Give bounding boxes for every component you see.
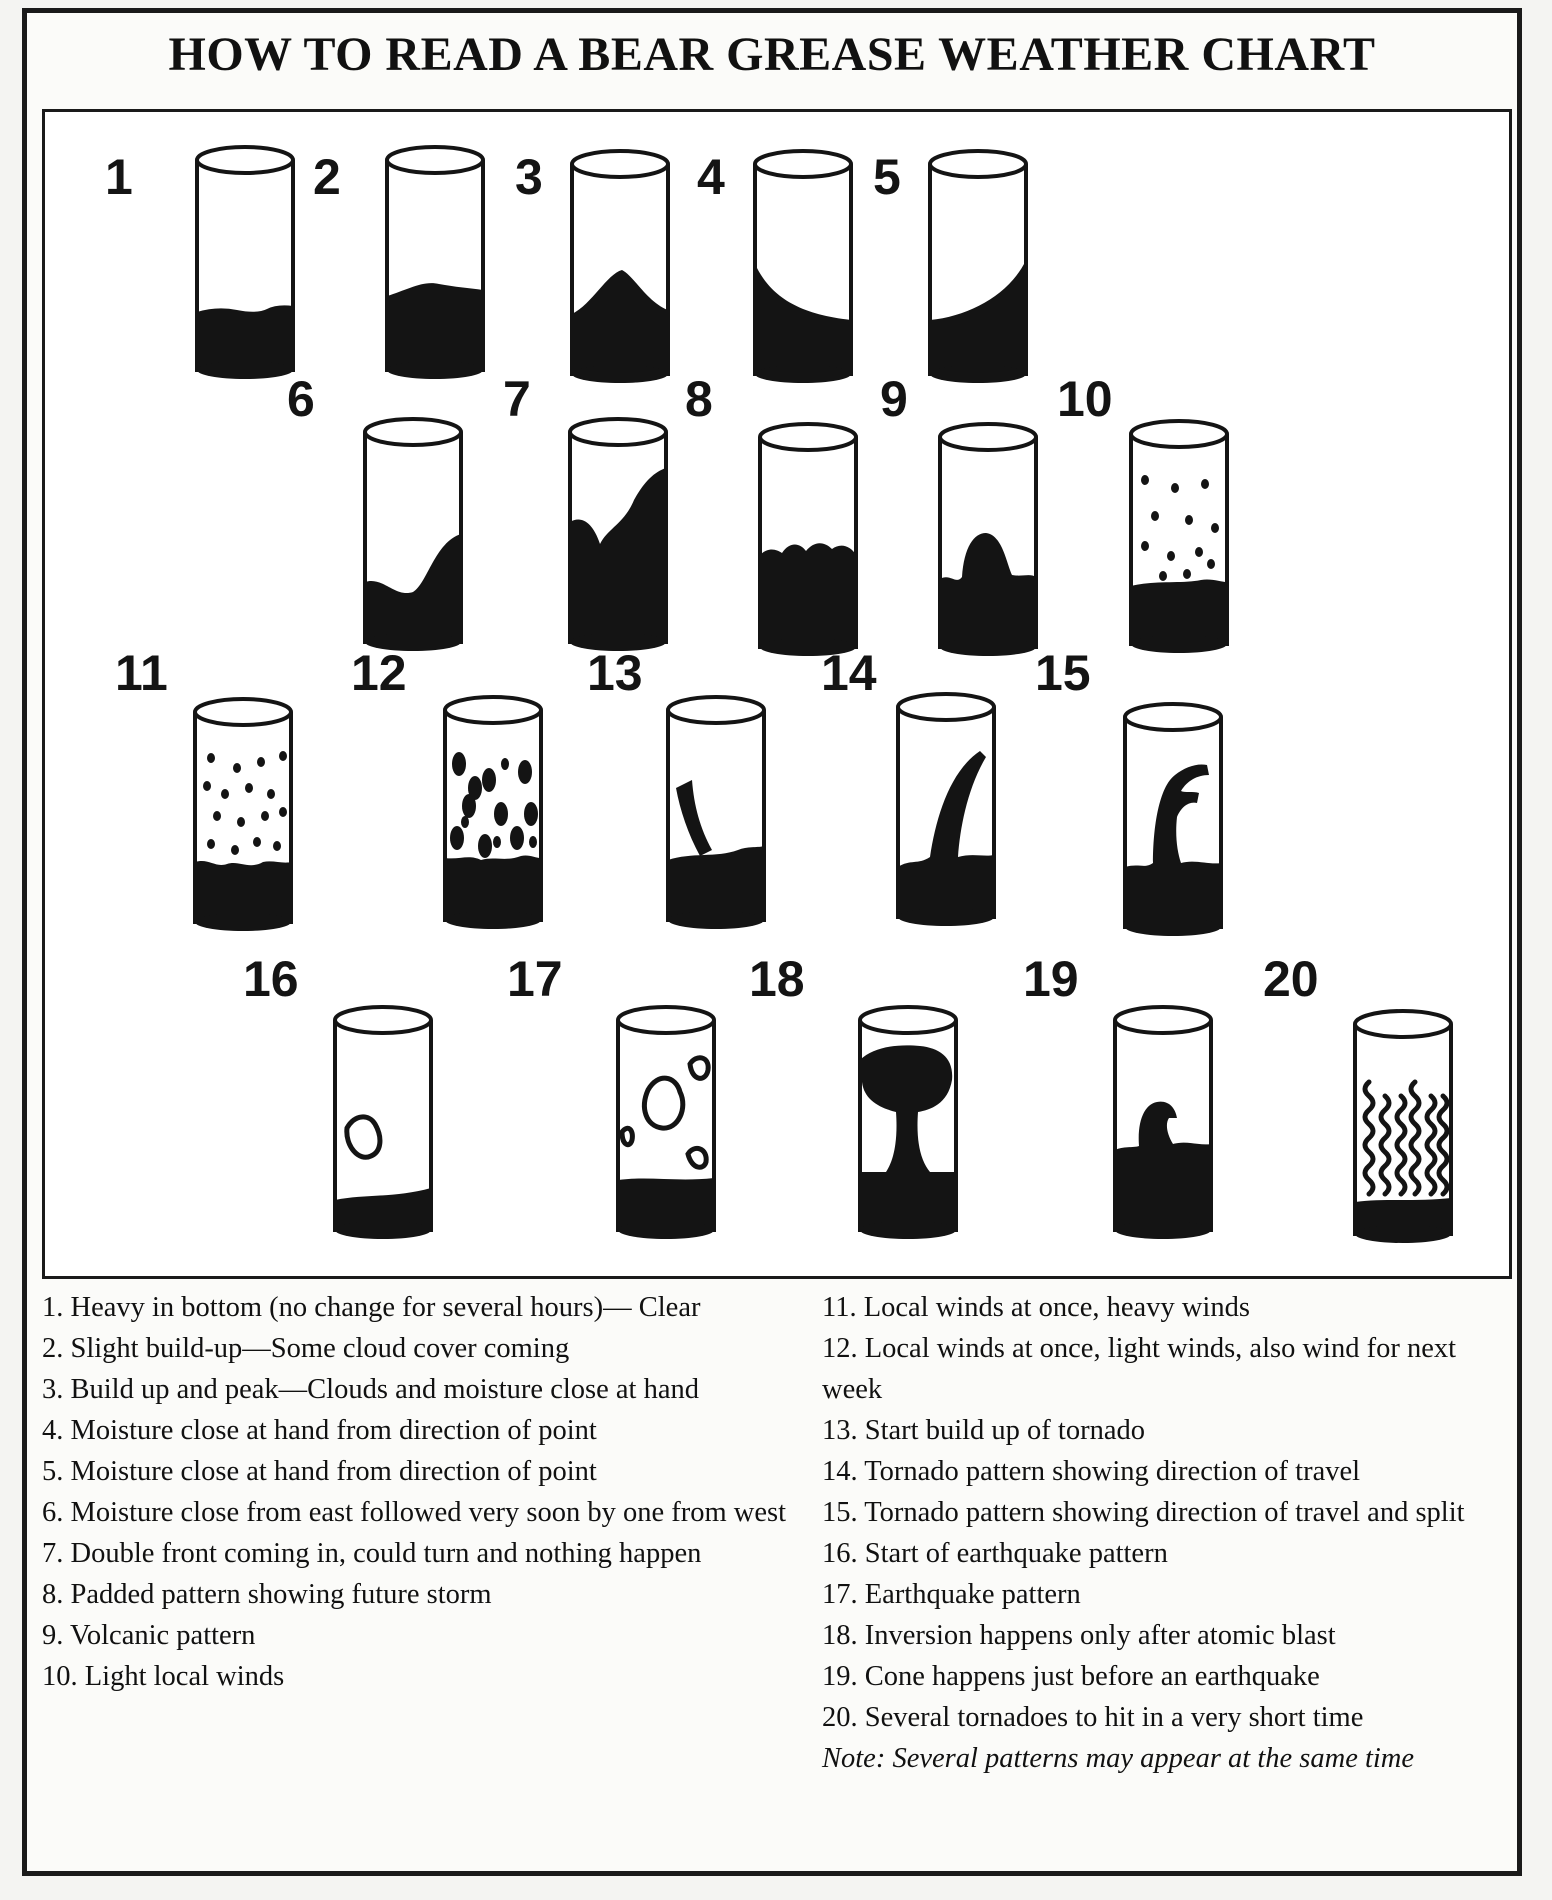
jar-number: 17	[507, 951, 563, 1007]
jar-16	[243, 951, 431, 1239]
jar-number: 3	[515, 149, 543, 205]
jar-9	[880, 371, 1036, 656]
legend-item-2: 2. Slight build-up—Some cloud cover coming	[42, 1333, 570, 1364]
jar-diagram-panel	[42, 109, 1512, 1279]
legend-item-1: 1. Heavy in bottom (no change for several hours)— Clear	[42, 1292, 701, 1323]
jar-7	[503, 371, 666, 651]
grease-pattern	[387, 283, 483, 370]
jar-rim	[387, 147, 483, 173]
legend-item-19: 19. Cone happens just before an earthquake	[822, 1661, 1320, 1692]
jar-number: 18	[749, 951, 805, 1007]
legend-note: Note: Several patterns may appear at the same time	[822, 1743, 1415, 1774]
legend-item-11: 11. Local winds at once, heavy winds	[822, 1292, 1250, 1323]
jar-20	[1263, 951, 1451, 1243]
jar-rim	[1131, 421, 1227, 447]
jar-rim	[1115, 1007, 1211, 1033]
jar-number: 15	[1035, 645, 1091, 701]
legend-item-12: 12. Local winds at once, light winds, also wind for next week	[822, 1333, 1457, 1405]
legend-item-14: 14. Tornado pattern showing direction of travel	[822, 1456, 1361, 1487]
jar-rim	[898, 694, 994, 720]
jar-rim	[197, 147, 293, 173]
jar-8	[685, 371, 856, 656]
jar-number: 6	[287, 371, 315, 427]
jar-1	[105, 147, 293, 379]
grease-pattern	[197, 305, 293, 370]
jar-10	[1057, 371, 1227, 653]
jar-4	[697, 149, 851, 383]
jar-3	[515, 149, 668, 383]
legend	[42, 1287, 1512, 1867]
legend-item-3: 3. Build up and peak—Clouds and moisture close at hand	[42, 1374, 699, 1405]
jar-number: 13	[587, 645, 643, 701]
jar-17	[507, 951, 714, 1239]
legend-item-6: 6. Moisture close from east followed very soon by one from west	[42, 1497, 787, 1528]
jar-rim	[668, 697, 764, 723]
legend-item-8: 8. Padded pattern showing future storm	[42, 1579, 492, 1610]
jar-rim	[755, 151, 851, 177]
jar-rim	[940, 424, 1036, 450]
jar-11	[115, 645, 291, 931]
legend-item-20: 20. Several tornadoes to hit in a very short time	[822, 1702, 1364, 1733]
legend-item-10: 10. Light local winds	[42, 1661, 285, 1692]
grease-pattern	[1131, 579, 1227, 644]
legend-item-5: 5. Moisture close at hand from direction of point	[42, 1456, 597, 1487]
jar-number: 5	[873, 149, 901, 205]
weather-chart	[22, 8, 1522, 1876]
legend-item-18: 18. Inversion happens only after atomic blast	[822, 1620, 1336, 1651]
jar-number: 1	[105, 149, 133, 205]
legend-column-left	[42, 1287, 812, 1697]
jar-rim	[618, 1007, 714, 1033]
jar-rim	[860, 1007, 956, 1033]
jar-number: 14	[821, 645, 877, 701]
grease-pattern	[668, 846, 764, 920]
jar-number: 2	[313, 149, 341, 205]
jar-diagram	[45, 112, 1509, 1276]
jar-19	[1023, 951, 1211, 1239]
jar-12	[351, 645, 541, 929]
jar-number: 7	[503, 371, 531, 427]
grease-pattern	[195, 861, 291, 922]
legend-item-17: 17. Earthquake pattern	[822, 1579, 1081, 1610]
jar-rim	[335, 1007, 431, 1033]
jar-number: 10	[1057, 371, 1113, 427]
jar-5	[873, 149, 1026, 383]
jar-number: 4	[697, 149, 725, 205]
jar-13	[587, 645, 764, 929]
jar-14	[821, 645, 994, 926]
legend-item-15: 15. Tornado pattern showing direction of travel and split	[822, 1497, 1465, 1528]
jar-rim	[760, 424, 856, 450]
jar-6	[287, 371, 461, 651]
jar-18	[749, 951, 956, 1239]
jar-15	[1035, 645, 1221, 936]
jar-rim	[365, 419, 461, 445]
legend-item-7: 7. Double front coming in, could turn and nothing happen	[42, 1538, 702, 1569]
legend-item-13: 13. Start build up of tornado	[822, 1415, 1145, 1446]
jar-number: 12	[351, 645, 407, 701]
jar-rim	[445, 697, 541, 723]
legend-item-9: 9. Volcanic pattern	[42, 1620, 256, 1651]
jar-number: 19	[1023, 951, 1079, 1007]
grease-pattern	[760, 543, 856, 647]
jar-2	[313, 147, 483, 379]
jar-rim	[572, 151, 668, 177]
jar-number: 16	[243, 951, 299, 1007]
grease-pattern	[445, 855, 541, 920]
jar-rim	[195, 699, 291, 725]
jar-number: 8	[685, 371, 713, 427]
jar-rim	[1355, 1011, 1451, 1037]
jar-number: 20	[1263, 951, 1319, 1007]
legend-column-right	[822, 1287, 1522, 1779]
legend-item-4: 4. Moisture close at hand from direction of point	[42, 1415, 597, 1446]
chart-title: HOW TO READ A BEAR GREASE WEATHER CHART	[168, 28, 1376, 81]
jar-number: 11	[115, 645, 168, 701]
jar-rim	[1125, 704, 1221, 730]
jar-rim	[930, 151, 1026, 177]
legend-item-16: 16. Start of earthquake pattern	[822, 1538, 1168, 1569]
jar-rim	[570, 419, 666, 445]
jar-number: 9	[880, 371, 908, 427]
